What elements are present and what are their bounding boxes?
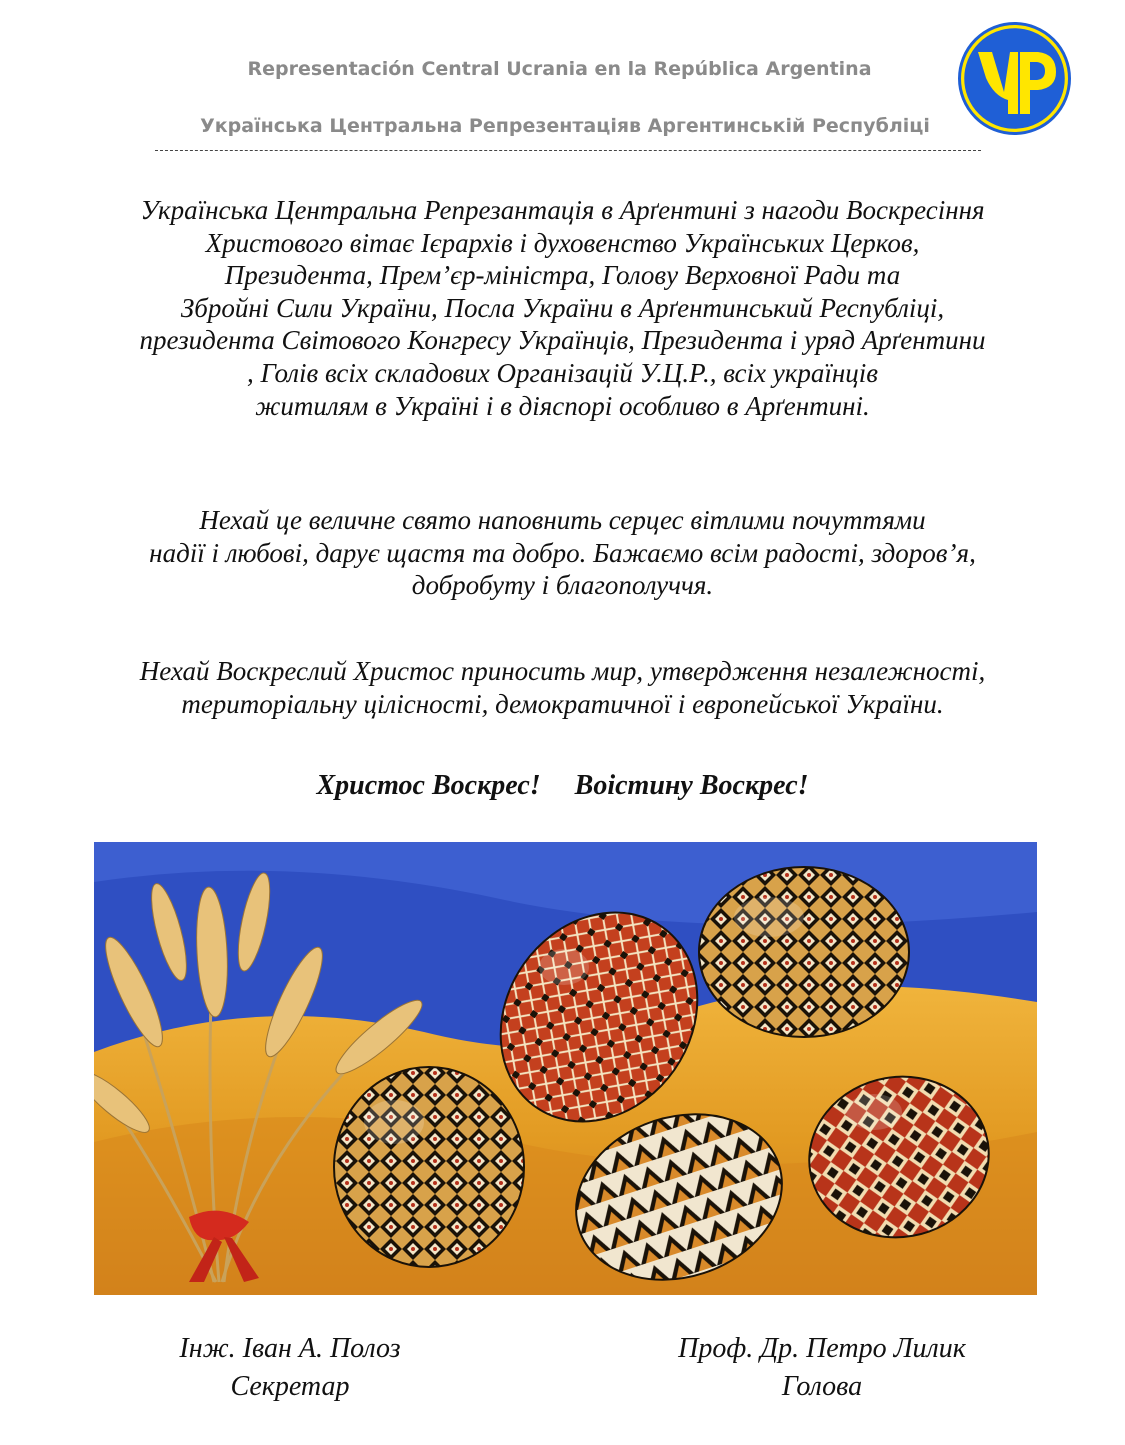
greeting-paragraph-1 [20,194,1105,422]
text-line: добробуту і благополуччя. [411,570,714,601]
greeting-paragraph-3 [20,655,1105,720]
text-line: Президента, Прем’єр-міністра, Голову Верховної Ради та [224,260,901,291]
text-line: Христового вітає Ієрархів і духовенство Українських Церков, [205,227,920,258]
text-line: Нехай це величне свято наповнить серцес вітлими почуттями [199,505,926,535]
text-line: Українська Центральна Репрезантація в Арґентині з нагоди Воскресіння [140,195,985,225]
signature-chairman [612,1330,1032,1406]
signature-secretary [80,1330,500,1406]
pysanky-wheat-photo-icon [94,842,1037,1295]
signature-name: Проф. Др. Петро Лилик [678,1333,966,1364]
signature-role: Секретар [230,1371,350,1402]
text-line: президента Світового Конгресу Українців, Президента і уряд Арґентини [139,325,986,356]
greeting-truly-risen: Воістину Воскрес! [574,770,809,801]
header-divider [155,150,981,151]
text-line: Нехай Воскреслий Христос приносить мир, утвердження незалежності, [139,656,986,686]
ucr-logo-icon [958,22,1071,135]
signature-name: Інж. Іван А. Полоз [179,1333,401,1364]
greeting-christ-is-risen: Христос Воскрес! [316,770,541,801]
signature-role: Голова [781,1371,863,1402]
header-title-ua: Українська Центральна Репрезентаціяв Аргентинській Республіці [200,115,930,137]
text-line: житилям в Україні і в діяспорі особливо в Арґентині. [255,390,870,421]
text-line: , Голів всіх складових Організацій У.Ц.Р., всіх українців [246,357,879,388]
text-line: надії і любові, дарує щастя та добро. Бажаємо всім радості, здоров’я, [149,537,976,568]
header-title-es: Representación Central Ucrania en la República Argentina [247,58,872,80]
text-line: територіальну цілісності, демократичної і европейської України. [181,688,944,719]
greeting-paragraph-2 [20,504,1105,602]
easter-greeting [0,770,1125,802]
text-line: Збройні Сили України, Посла України в Арґентинський Республіці, [180,292,945,323]
